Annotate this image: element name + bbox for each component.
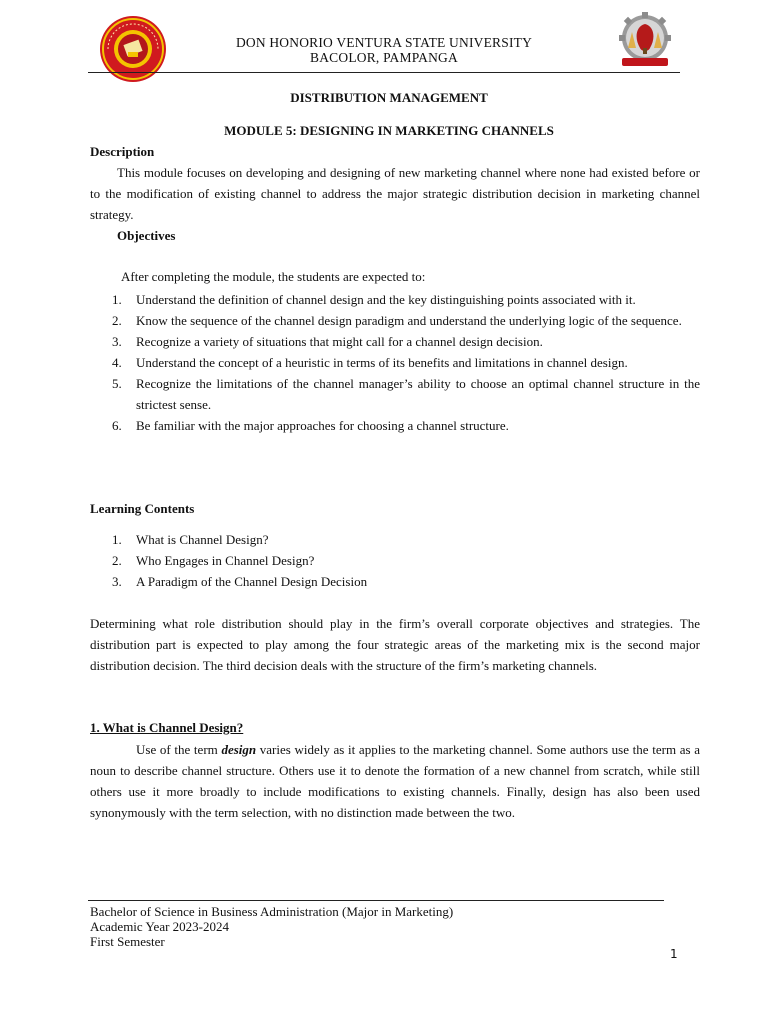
module-title: MODULE 5: DESIGNING IN MARKETING CHANNELS — [224, 123, 554, 138]
list-item: 3. Recognize a variety of situations that might call for a channel design decision. — [112, 334, 543, 349]
course-title: DISTRIBUTION MANAGEMENT — [290, 90, 488, 105]
objectives-list — [90, 289, 700, 436]
list-item: 2. Who Engages in Channel Design? — [112, 553, 315, 568]
footer-semester: First Semester — [90, 934, 165, 949]
page-number: 1 — [670, 947, 678, 961]
footer-academic-year: Academic Year 2023-2024 — [90, 919, 229, 934]
objectives-heading: Objectives — [117, 228, 176, 243]
list-item: 6. Be familiar with the major approaches for choosing a channel structure. — [112, 418, 509, 433]
emphasis-design: design — [221, 742, 257, 757]
list-item: 3. A Paradigm of the Channel Design Decision — [112, 574, 368, 589]
footer-program: Bachelor of Science in Business Administration (Major in Marketing) — [90, 904, 454, 919]
section-1-text: Use of the term design varies widely as it applies to the marketing channel. Some authors use the term as a noun to describe channel structure. Others use it to denote the formation of a new channel from scratch, while still others use it more broadly to include modifications to existing channels. Finally, design has also been used synonymously with the term selection, with no distinction made between the two. — [90, 742, 700, 820]
list-item: 5. Recognize the limitations of the channel manager’s ability to choose an optimal channel structure in the strictest sense. — [112, 376, 700, 412]
footer-divider — [88, 900, 664, 901]
section-1-heading: 1. What is Channel Design? — [90, 720, 244, 735]
list-item: 4. Understand the concept of a heuristic in terms of its benefits and limitations in channel design. — [112, 355, 628, 370]
list-item: 2. Know the sequence of the channel design paradigm and understand the underlying logic of the sequence. — [112, 313, 682, 328]
footer — [90, 904, 453, 949]
intro-paragraph: Determining what role distribution should play in the firm’s overall corporate objectives and strategies. The distribution part is expected to play among the four strategic areas of the marketing mix is the second major distribution decision. The third decision deals with the structure of the firm’s marketing channels. — [90, 616, 700, 673]
description-heading: Description — [90, 144, 155, 159]
objectives-intro: After completing the module, the students are expected to: — [121, 269, 426, 284]
university-location: BACOLOR, PAMPANGA — [310, 50, 458, 65]
list-item: 1. What is Channel Design? — [112, 532, 269, 547]
learning-contents-list — [90, 529, 700, 592]
header-divider — [88, 72, 680, 73]
university-header — [0, 35, 768, 65]
description-text: This module focuses on developing and designing of new marketing channel where none had existed before or to the modification of existing channel to address the major strategic distribution decision in marketing channel strategy. — [90, 165, 700, 222]
university-name: DON HONORIO VENTURA STATE UNIVERSITY — [235, 35, 533, 50]
learning-contents-heading: Learning Contents — [90, 501, 195, 516]
list-item: 1. Understand the definition of channel design and the key distinguishing points associated with it. — [112, 292, 636, 307]
